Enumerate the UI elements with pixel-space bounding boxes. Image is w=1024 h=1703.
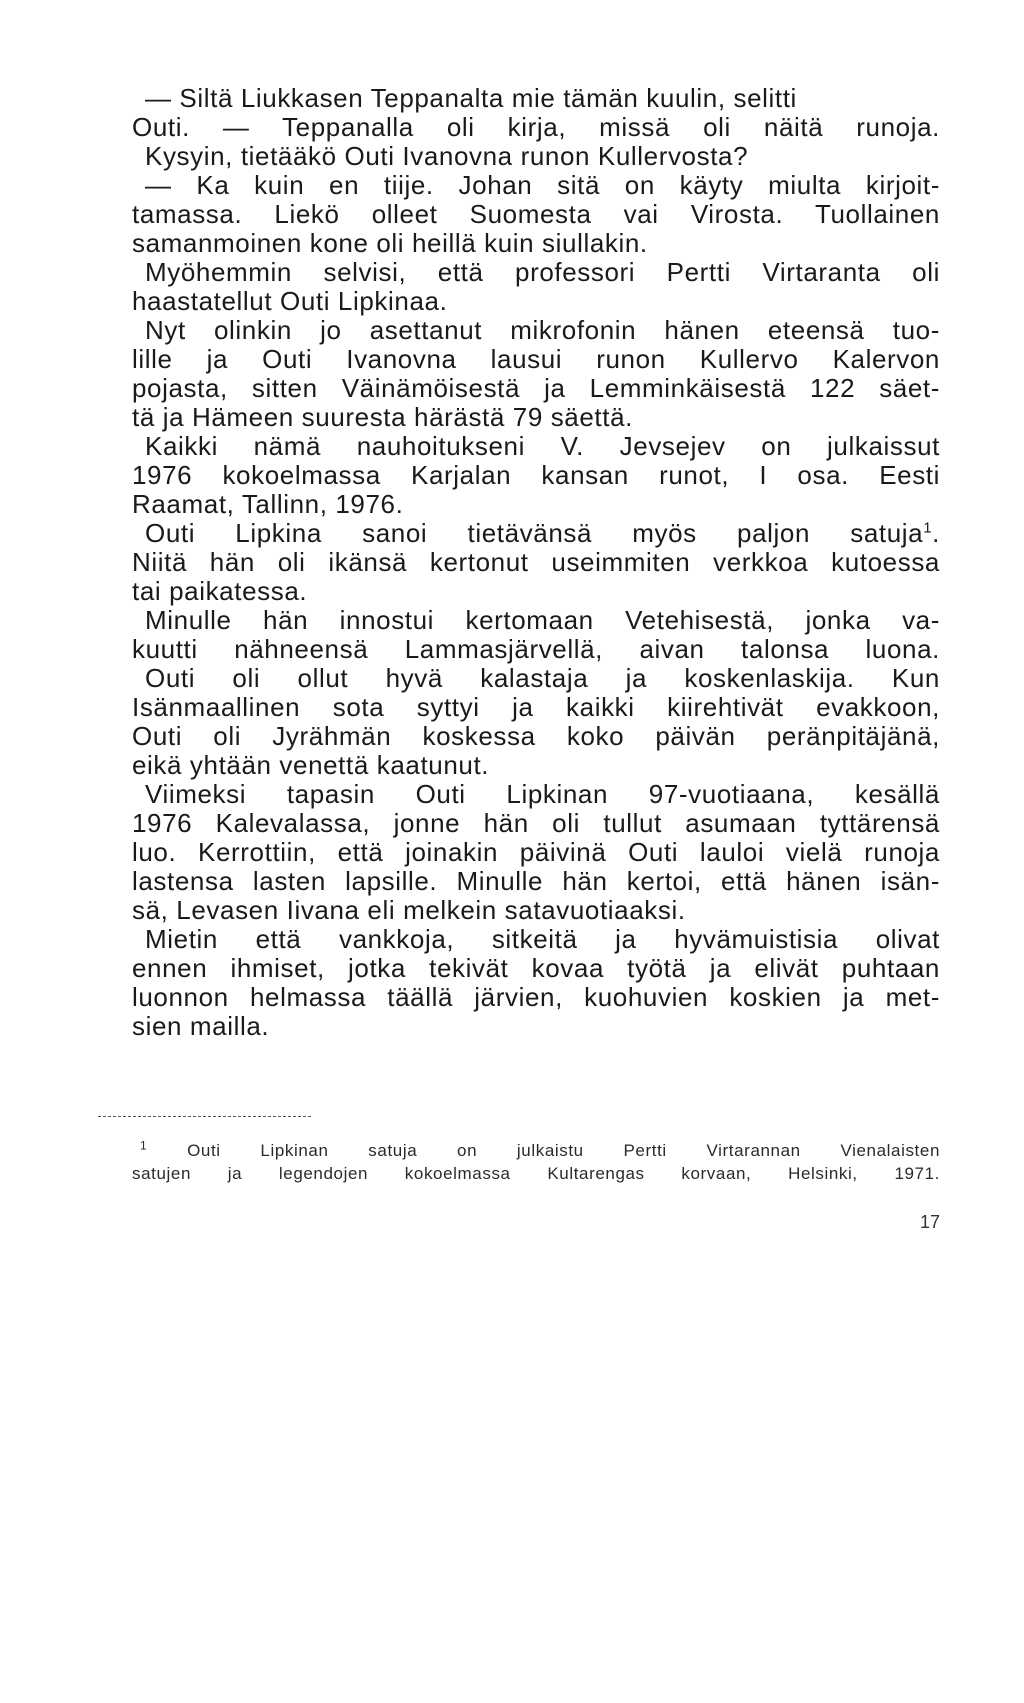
text-line: luonnon helmassa täällä järvien, kuohuvien koskien ja met-	[132, 982, 940, 1012]
page-number: 17	[919, 1212, 940, 1232]
footnote-text: Outi Lipkinan satuja on julkaistu Pertti Virtarannan Vienalaisten	[187, 1141, 940, 1160]
text-line: Nyt olinkin jo asettanut mikrofonin hänen eteensä tuo-	[145, 315, 940, 345]
text-line: Outi Lipkina sanoi tietävänsä myös paljon satuja$^1$.	[145, 518, 940, 548]
text-line: tai paikatessa.	[132, 576, 308, 606]
text-line-body: Outi Lipkina sanoi tietävänsä myös paljon satuja	[145, 518, 924, 548]
footnote-reference: 1	[923, 519, 933, 537]
text-line: Outi oli ollut hyvä kalastaja ja koskenlaskija. Kun	[145, 663, 940, 693]
text-line: Raamat, Tallinn, 1976.	[132, 489, 404, 519]
text-line: sä, Levasen Iivana eli melkein satavuotiaaksi.	[132, 895, 686, 925]
footnote-line: satujen ja legendojen kokoelmassa Kultarengas korvaan, Helsinki, 1971.	[132, 1164, 940, 1183]
text-line: ennen ihmiset, jotka tekivät kovaa työtä ja elivät puhtaan	[132, 953, 940, 983]
footnote-divider	[98, 1116, 311, 1117]
text-line: — Siltä Liukkasen Teppanalta mie tämän kuulin, selitti	[145, 83, 797, 113]
text-line: Isänmaallinen sota syttyi ja kaikki kiirehtivät evakkoon,	[132, 692, 940, 722]
text-line: Kaikki nämä nauhoitukseni V. Jevsejev on julkaissut	[145, 431, 940, 461]
text-line: pojasta, sitten Väinämöisestä ja Lemminkäisestä 122 säet-	[132, 373, 940, 403]
text-line: lastensa lasten lapsille. Minulle hän kertoi, että hänen isän-	[132, 866, 940, 896]
text-line: Outi oli Jyrähmän koskessa koko päivän peränpitäjänä,	[132, 721, 940, 751]
text-line: Minulle hän innostui kertomaan Vetehisestä, jonka va-	[145, 605, 940, 635]
text-line: tamassa. Liekö olleet Suomesta vai Virosta. Tuollainen	[132, 199, 940, 229]
text-line: Mietin että vankkoja, sitkeitä ja hyvämuistisia olivat	[145, 924, 940, 954]
text-line: Myöhemmin selvisi, että professori Pertti Virtaranta oli	[145, 257, 940, 287]
text-line: 1976 kokoelmassa Karjalan kansan runot, I osa. Eesti	[132, 460, 940, 490]
text-line: Outi. — Teppanalla oli kirja, missä oli näitä runoja.	[132, 112, 940, 142]
text-line: Kysyin, tietääkö Outi Ivanovna runon Kullervosta?	[145, 141, 749, 171]
text-line: tä ja Hämeen suuresta härästä 79 säettä.	[132, 402, 633, 432]
text-line: eikä yhtään venettä kaatunut.	[132, 750, 490, 780]
text-line: Viimeksi tapasin Outi Lipkinan 97-vuotiaana, kesällä	[145, 779, 940, 809]
text-line: samanmoinen kone oli heillä kuin siullakin.	[132, 228, 648, 258]
text-line: lille ja Outi Ivanovna lausui runon Kullervo Kalervon	[132, 344, 940, 374]
text-line: kuutti nähneensä Lammasjärvellä, aivan talonsa luona.	[132, 634, 940, 664]
footnote-marker: 1	[140, 1138, 148, 1153]
text-line: haastatellut Outi Lipkinaa.	[132, 286, 448, 316]
text-line: Niitä hän oli ikänsä kertonut useimmiten verkkoa kutoessa	[132, 547, 940, 577]
text-line: 1976 Kalevalassa, jonne hän oli tullut asumaan tyttärensä	[132, 808, 940, 838]
footnote-line	[140, 1140, 940, 1162]
text-line: luo. Kerrottiin, että joinakin päivinä Outi lauloi vielä runoja	[132, 837, 940, 867]
text-line: — Ka kuin en tiije. Johan sitä on käyty miulta kirjoit-	[145, 170, 940, 200]
text-line: sien mailla.	[132, 1011, 270, 1041]
